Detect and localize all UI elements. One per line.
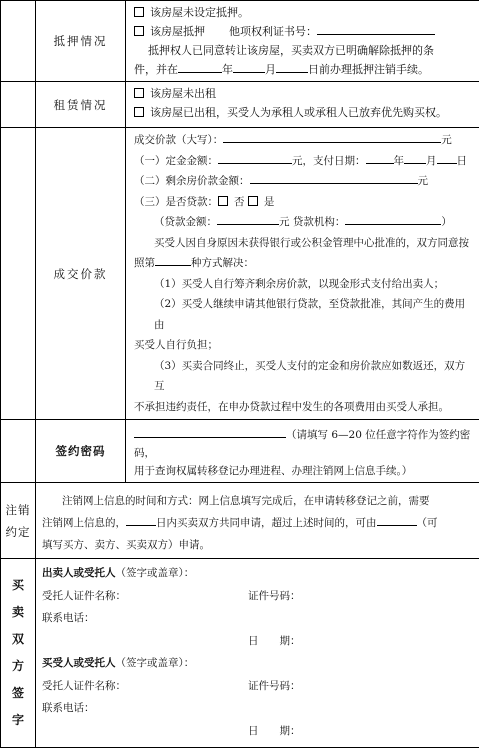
signature-content — [36, 559, 479, 748]
mortgage-year-field[interactable] — [178, 60, 222, 73]
left-margin-cell — [1, 128, 36, 420]
signature-char: 买 — [1, 572, 35, 599]
buyer-sign-note: （签字或盖章）： — [116, 657, 195, 669]
seller-title: 出卖人或受托人 — [42, 567, 116, 579]
cancel-label — [1, 483, 36, 559]
mortgage-none-text: 该房屋未设定抵押。 — [150, 6, 249, 19]
remaining-yuan: 元 — [418, 175, 429, 187]
loan-failure-para: 买受人因自身原因未获得银行或公积金管理中心批准的，双方同意按 — [154, 237, 469, 249]
left-margin-cell — [1, 420, 36, 483]
lease-yes-text: 该房屋已出租，买受人为承租人或承租人已放弃优先购买权。 — [150, 106, 447, 119]
deposit-month: 月 — [426, 155, 437, 167]
deposit-amount-field[interactable] — [218, 151, 292, 164]
deposit-year: 年 — [394, 155, 405, 167]
password-label: 签约密码 — [36, 420, 126, 483]
option-1-text: （1）买受人自行筹齐剩余房价款，以现金形式支付给出卖人； — [154, 278, 444, 290]
mortgage-yes-text: 该房屋抵押 — [150, 25, 205, 38]
left-margin-cell — [1, 82, 36, 128]
buyer-agent-id-label: 受托人证件名称： — [42, 680, 126, 692]
buyer-date-label: 日 期： — [248, 725, 301, 737]
option-number-label: 照第 — [134, 257, 155, 269]
cancel-line1: 注销网上信息的时间和方式：网上信息填写完成后，在申请转移登记之前，需要 — [62, 495, 430, 507]
loan-amount-field[interactable] — [217, 212, 279, 225]
lease-none-checkbox[interactable] — [134, 88, 144, 98]
password-hint-2: 用于查询权属转移登记办理进程、办理注销网上信息手续。） — [134, 465, 412, 477]
loan-institution-field[interactable] — [345, 212, 441, 225]
loan-amount-label: （贷款金额： — [154, 216, 217, 228]
loan-no-text: 否 — [234, 196, 245, 208]
signature-char: 字 — [1, 707, 35, 734]
password-field[interactable] — [134, 425, 286, 438]
buyer-phone-label: 联系电话： — [42, 702, 95, 714]
mortgage-line3-a: 件，并在 — [134, 63, 178, 76]
cancel-party-field[interactable] — [377, 513, 417, 526]
price-content — [126, 128, 479, 420]
mortgage-label: 抵押情况 — [36, 1, 126, 82]
deposit-month-field[interactable] — [404, 151, 426, 164]
cancel-line2-b: 日内买卖双方共同申请，超过上述时间的，可由 — [156, 517, 377, 529]
option-2-text-cont: 买受人自行负担； — [134, 339, 218, 351]
loan-yes-text: 是 — [264, 196, 275, 208]
cancel-days-field[interactable] — [126, 513, 156, 526]
password-hint-1: （请填写 6—20 位任意字符作为签约密码， — [134, 429, 470, 459]
option-2-text: （2）买受人继续申请其他银行贷款，至贷款批准，其间产生的费用由 — [154, 298, 465, 331]
certificate-label: 他项权利证书号： — [229, 25, 317, 38]
seller-agent-id-label: 受托人证件名称： — [42, 590, 126, 602]
deposit-year-field[interactable] — [366, 151, 394, 164]
lease-content — [126, 82, 479, 128]
mortgage-month-label: 月 — [265, 63, 276, 76]
deposit-date-label: 元，支付日期： — [292, 155, 366, 167]
mortgage-month-field[interactable] — [233, 60, 265, 73]
price-label: 成交价款 — [36, 128, 126, 420]
option-3-text-cont: 不承担违约责任，在申办贷款过程中发生的各项费用由买受人承担。 — [134, 401, 449, 413]
mortgage-year-label: 年 — [222, 63, 233, 76]
buyer-id-number-label: 证件号码： — [248, 675, 301, 698]
deposit-day-field[interactable] — [437, 151, 457, 164]
cancel-content — [36, 483, 479, 559]
mortgage-yes-checkbox[interactable] — [134, 26, 144, 36]
loan-yes-checkbox[interactable] — [248, 196, 258, 206]
mortgage-none-checkbox[interactable] — [134, 7, 144, 17]
total-price-label: 成交价款（大写）： — [134, 134, 223, 146]
deposit-day: 日 — [457, 155, 468, 167]
total-yuan: 元 — [441, 134, 452, 146]
mortgage-day-field[interactable] — [276, 60, 308, 73]
certificate-number-field[interactable] — [317, 22, 435, 35]
loan-question: （三）是否贷款： — [134, 196, 218, 208]
seller-sign-note: （签字或盖章）： — [116, 567, 195, 579]
seller-phone-label: 联系电话： — [42, 612, 95, 624]
loan-no-checkbox[interactable] — [218, 196, 228, 206]
remaining-label: （二）剩余房价款金额： — [134, 175, 250, 187]
seller-date-label: 日 期： — [248, 635, 301, 647]
buyer-title: 买受人或受托人 — [42, 657, 116, 669]
loan-institution-label: 元 贷款机构： — [279, 216, 345, 228]
lease-label: 租赁情况 — [36, 82, 126, 128]
mortgage-line3-d: 日前办理抵押注销手续。 — [308, 63, 429, 76]
option-3-text: （3）买卖合同终止，买受人支付的定金和房价款应如数返还，双方互 — [154, 360, 465, 393]
left-margin-cell — [1, 1, 36, 82]
seller-id-number-label: 证件号码： — [248, 585, 301, 608]
signature-char: 方 — [1, 653, 35, 680]
total-price-field[interactable] — [223, 130, 441, 143]
mortgage-line2: 抵押权人已同意转让该房屋，买卖双方已明确解除抵押的条 — [148, 44, 434, 57]
loan-close: ） — [441, 216, 452, 228]
cancel-line3: 填写买方、卖方、买卖双方）申请。 — [42, 539, 210, 551]
deposit-label: （一）定金金额： — [134, 155, 218, 167]
password-content — [126, 420, 479, 483]
cancel-label-1: 注销 — [1, 499, 35, 521]
remaining-amount-field[interactable] — [250, 171, 418, 184]
mortgage-content — [126, 1, 479, 82]
cancel-line2-c: （可 — [417, 517, 438, 529]
signature-char: 双 — [1, 626, 35, 653]
cancel-label-2: 约定 — [1, 521, 35, 543]
option-number-field[interactable] — [155, 253, 191, 266]
option-number-suffix: 种方式解决： — [191, 257, 254, 269]
signature-char: 卖 — [1, 599, 35, 626]
lease-yes-checkbox[interactable] — [134, 107, 144, 117]
cancel-line2-a: 注销网上信息的， — [42, 517, 126, 529]
lease-none-text: 该房屋未出租 — [150, 87, 216, 100]
signature-label — [1, 559, 36, 748]
signature-char: 签 — [1, 680, 35, 707]
